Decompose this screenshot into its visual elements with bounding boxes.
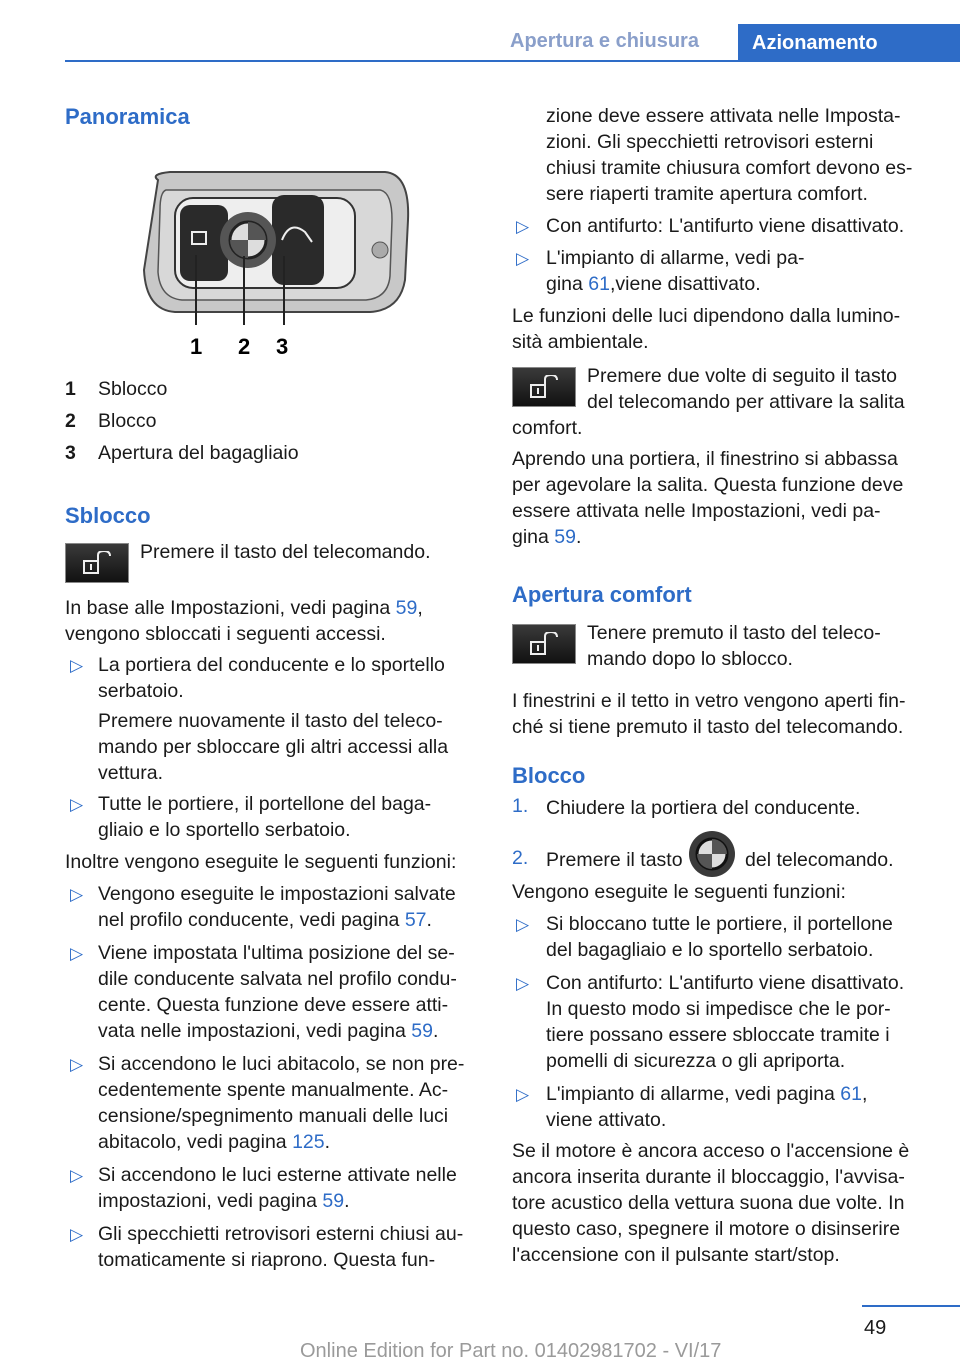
bullet-text: pomelli di sicurezza o gli apriporta. [546,1050,846,1072]
key-fob-illustration [130,160,420,360]
page-number: 49 [864,1317,887,1339]
paragraph: comfort. [512,417,583,439]
paragraph: essere attivata nelle Impostazioni, vedi pa- [512,500,881,522]
header-section: Apertura e chiusura [510,30,699,52]
unlock-icon [529,632,561,656]
bullet-text: zione deve essere attivata nelle Imposta- [546,105,901,127]
bullet-text: cedentemente spente manualmente. Ac- [98,1079,449,1101]
bullet-text: L'impianto di allarme, vedi pa- [546,247,805,269]
bullet-triangle-icon: ▷ [516,217,530,236]
unlock-instruction: Premere il tasto del telecomando. [140,541,431,563]
bullet-triangle-icon: ▷ [70,1166,84,1185]
paragraph: l'accensione con il pulsante start/stop. [512,1244,840,1266]
bullet-text: sere riaperti tramite apertura comfort. [546,183,868,205]
unlock-button-image [512,367,576,407]
paragraph: tore acustico della vettura suona due volte. In [512,1192,905,1214]
bullet-triangle-icon: ▷ [70,1225,84,1244]
legend-text: Apertura del bagagliaio [98,442,299,464]
footer-edition: Online Edition for Part no. 01402981702 - VI/17 [300,1340,722,1362]
header-chapter: Azionamento [738,24,960,62]
unlock-icon [82,551,114,575]
step-text: Chiudere la portiera del conducente. [546,797,861,819]
bullet-text: La portiera del conducente e lo sportello [98,654,445,676]
bullet-triangle-icon: ▷ [70,656,84,675]
page-link[interactable]: 125 [292,1131,325,1153]
bullet-text: gliaio e lo sportello serbatoio. [98,819,351,841]
bullet-text: chiusi tramite chiusura comfort devono es- [546,157,913,179]
legend-num: 1 [65,378,76,400]
unlock-button-image [512,624,576,664]
key-label-1: 1 [190,334,203,359]
paragraph: questo caso, spegnere il motore o disinserire [512,1218,901,1240]
paragraph: del telecomando per attivare la salita [587,391,905,413]
paragraph: Premere due volte di seguito il tasto [587,365,898,387]
paragraph: Tenere premuto il tasto del teleco- [587,622,881,644]
paragraph: ancora inserita durante il bloccaggio, l'avvisa- [512,1166,905,1188]
bullet-text: Con antifurto: L'antifurto viene disattivato. [546,972,905,994]
bullet-text: del bagagliaio e lo sportello serbatoio. [546,939,874,961]
page-link[interactable]: 57 [404,909,427,931]
bullet-triangle-icon: ▷ [516,915,530,934]
step-number: 1. [512,795,529,817]
bullet-text: Premere nuovamente il tasto del teleco- [98,710,443,732]
bullet-text: In questo modo si impedisce che le por- [546,998,891,1020]
bullet-triangle-icon: ▷ [70,795,84,814]
bullet-text: abitacolo, vedi pagina 125. [98,1131,331,1153]
bullet-text: Vengono eseguite le impostazioni salvate [98,883,456,905]
step-text: del telecomando. [745,849,894,871]
key-label-2: 2 [238,334,251,359]
page-link[interactable]: 61 [840,1083,862,1105]
paragraph: Se il motore è ancora acceso o l'accensione è [512,1140,910,1162]
paragraph: mando dopo lo sblocco. [587,648,793,670]
bullet-text: Con antifurto: L'antifurto viene disattivato. [546,215,905,237]
paragraph: ché si tiene premuto il tasto del telecomando. [512,716,904,738]
bullet-text: zioni. Gli specchietti retrovisori esterni [546,131,874,153]
bullet-text: Si accendono le luci abitacolo, se non pre- [98,1053,465,1075]
legend-num: 3 [65,442,76,464]
bullet-text: Si accendono le luci esterne attivate nelle [98,1164,457,1186]
paragraph: gina 59. [512,526,582,548]
paragraph: Aprendo una portiera, il finestrino si abbassa [512,448,898,470]
page-link[interactable]: 59 [411,1020,433,1042]
bullet-text: tomaticamente si riaprono. Questa fun- [98,1249,436,1271]
step-text: Premere il tasto [546,849,683,871]
footer-rule [862,1305,960,1307]
unlock-icon [529,375,561,399]
bullet-triangle-icon: ▷ [70,1055,84,1074]
bullet-triangle-icon: ▷ [70,885,84,904]
bullet-text: impostazioni, vedi pagina 59. [98,1190,350,1212]
title-sblocco: Sblocco [65,503,151,528]
legend-text: Sblocco [98,378,168,400]
bullet-text: vata nelle impostazioni, vedi pagina 59. [98,1020,439,1042]
bullet-text: L'impianto di allarme, vedi pagina 61, [546,1083,868,1105]
paragraph: Le funzioni delle luci dipendono dalla lumino- [512,305,901,327]
paragraph: In base alle Impostazioni, vedi pagina 59, [65,597,423,619]
bullet-text: Viene impostata l'ultima posizione del se- [98,942,455,964]
paragraph: Inoltre vengono eseguite le seguenti funzioni: [65,851,457,873]
paragraph: vengono sbloccati i seguenti accessi. [65,623,386,645]
paragraph: I finestrini e il tetto in vetro vengono aperti fin- [512,690,906,712]
bullet-text: gina 61,viene disattivato. [546,273,761,295]
step-number: 2. [512,847,529,869]
bullet-triangle-icon: ▷ [516,1085,530,1104]
bullet-text: censione/spegnimento manuali delle luci [98,1105,449,1127]
paragraph: per agevolare la salita. Questa funzione deve [512,474,904,496]
header-rule [65,60,960,62]
key-label-3: 3 [276,334,289,359]
title-apertura-comfort: Apertura comfort [512,582,692,607]
unlock-button-image [65,543,129,583]
paragraph: Vengono eseguite le seguenti funzioni: [512,881,846,903]
bullet-text: serbatoio. [98,680,184,702]
bullet-text: cente. Questa funzione deve essere atti- [98,994,449,1016]
bullet-text: Si bloccano tutte le portiere, il portellone [546,913,893,935]
bullet-text: dile conducente salvata nel profilo condu- [98,968,457,990]
bullet-text: nel profilo conducente, vedi pagina 57. [98,909,432,931]
bullet-text: viene attivato. [546,1109,667,1131]
bullet-triangle-icon: ▷ [70,944,84,963]
bullet-text: tiere possano essere sbloccate tramite i [546,1024,890,1046]
legend-text: Blocco [98,410,157,432]
bullet-text: Tutte le portiere, il portellone del baga- [98,793,432,815]
bullet-text: vettura. [98,762,164,784]
bullet-triangle-icon: ▷ [516,974,530,993]
title-blocco: Blocco [512,763,586,788]
title-panoramica: Panoramica [65,104,190,129]
bullet-text: mando per sbloccare gli altri accessi alla [98,736,449,758]
paragraph: sità ambientale. [512,331,649,353]
page-link[interactable]: 59 [395,597,418,619]
bullet-text: Gli specchietti retrovisori esterni chiusi au- [98,1223,464,1245]
legend-num: 2 [65,410,76,432]
bullet-triangle-icon: ▷ [516,249,530,268]
bmw-logo-icon [688,830,736,878]
page-link[interactable]: 59 [322,1190,345,1212]
page-link[interactable]: 59 [554,526,576,548]
page-link[interactable]: 61 [588,273,610,295]
